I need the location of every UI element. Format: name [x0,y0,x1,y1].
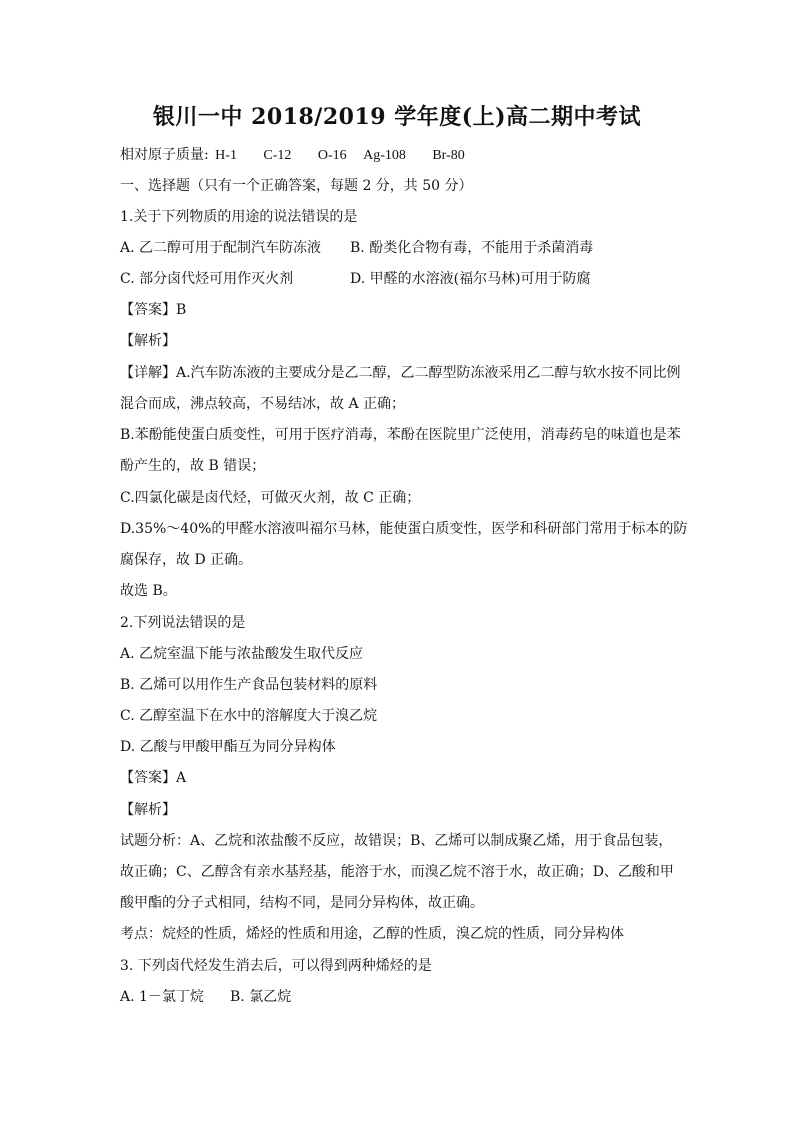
question-1-answer: 【答案】B [120,302,187,318]
atomic-mass-label: 相对原子质量: [120,147,209,163]
question-3-stem: 3. 下列卤代烃发生消去后，可以得到两种烯烃的是 [120,958,432,974]
atomic-mass-ag: Ag-108 [363,148,406,163]
question-2-detail-line: 酸甲酯的分子式相同，结构不同，是同分异构体，故正确。 [120,895,484,911]
question-1-option-d: D. 甲醛的水溶液(福尔马林)可用于防腐 [350,271,591,287]
section-heading: 一、选择题（只有一个正确答案，每题 2 分，共 50 分） [120,178,473,194]
question-3-option-b: B. 氯乙烷 [230,989,292,1005]
question-2-detail-line: 试题分析：A、乙烷和浓盐酸不反应，故错误；B、乙烯可以制成聚乙烯，用于食品包装， [120,833,673,849]
question-2-option-d: D. 乙酸与甲酸甲酯互为同分异构体 [120,739,336,755]
question-1-detail-line: C.四氯化碳是卤代烃，可做灭火剂，故 C 正确； [120,490,421,506]
atomic-mass-o: O-16 [317,148,347,163]
question-1-detail-line: 酚产生的，故 B 错误； [120,458,266,474]
page-title: 银川一中 2018/2019 学年度(上)高二期中考试 [152,104,642,130]
question-1-detail-line: 【详解】A.汽车防冻液的主要成分是乙二醇，乙二醇型防冻液采用乙二醇与软水按不同比例 [120,365,681,381]
question-2-answer: 【答案】A [120,770,187,786]
question-1-option-b: B. 酚类化合物有毒，不能用于杀菌消毒 [350,240,594,256]
question-1-detail-line: D.35%～40%的甲醛水溶液叫福尔马林，能使蛋白质变性，医学和科研部门常用于标本的防 [120,521,688,537]
question-2-stem: 2.下列说法错误的是 [120,615,246,631]
question-1-option-c: C. 部分卤代烃可用作灭火剂 [120,271,294,287]
question-1-option-a: A. 乙二醇可用于配制汽车防冻液 [120,240,322,256]
atomic-mass-h: H-1 [215,148,237,163]
question-2-detail-line: 故正确；C、乙醇含有亲水基羟基，能溶于水，而溴乙烷不溶于水，故正确；D、乙酸和甲 [120,864,674,880]
question-2-option-c: C. 乙醇室温下在水中的溶解度大于溴乙烷 [120,708,378,724]
question-1-detail-line: 腐保存，故 D 正确。 [120,552,253,568]
atomic-mass-br: Br-80 [432,148,465,163]
question-2-analysis-label: 【解析】 [120,802,176,818]
question-2-option-a: A. 乙烷室温下能与浓盐酸发生取代反应 [120,646,364,662]
question-1-conclusion: 故选 B。 [120,583,177,599]
question-1-detail-line: 混合而成，沸点较高，不易结冰，故 A 正确； [120,396,406,412]
question-2-topics: 考点：烷烃的性质，烯烃的性质和用途，乙醇的性质，溴乙烷的性质，同分异构体 [120,926,624,942]
question-1-detail-line: B.苯酚能使蛋白质变性，可用于医疗消毒，苯酚在医院里广泛使用，消毒药皂的味道也是苯 [120,427,681,443]
question-1-stem: 1.关于下列物质的用途的说法错误的是 [120,209,358,225]
question-1-analysis-label: 【解析】 [120,333,176,349]
question-3-option-a: A. 1－氯丁烷 [120,989,204,1005]
atomic-mass-line [120,146,690,165]
atomic-mass-c: C-12 [263,148,292,163]
question-2-option-b: B. 乙烯可以用作生产食品包装材料的原料 [120,677,378,693]
